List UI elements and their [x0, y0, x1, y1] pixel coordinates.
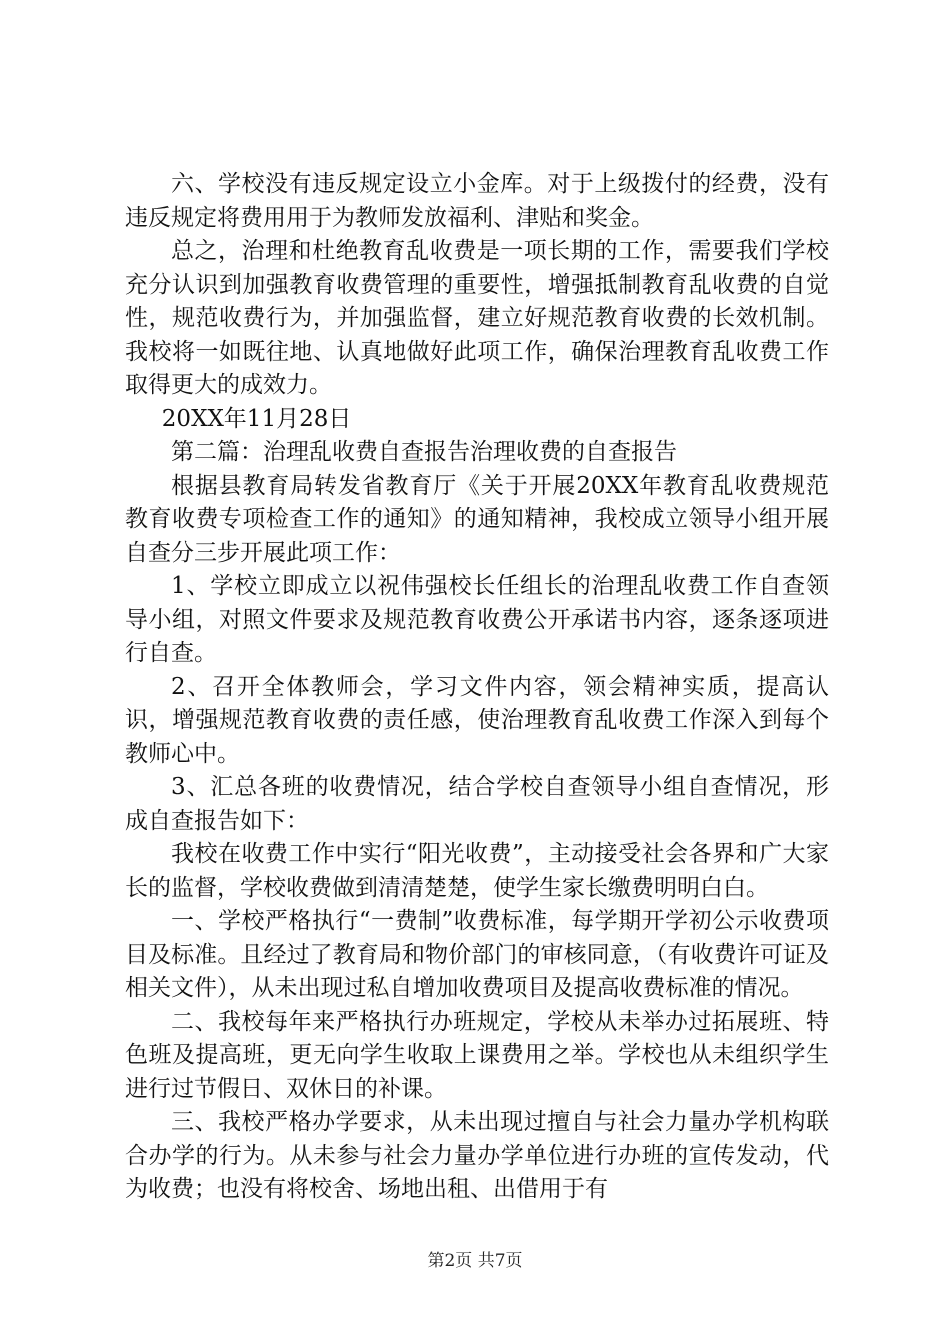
page-number: 第2页 共7页 [427, 1251, 523, 1271]
document-body [125, 168, 829, 1207]
paragraph-6: 六、学校没有违反规定设立小金库。对于上级拨付的经费，没有违反规定将费用用于为教师发放福利、津贴和奖金。 [125, 171, 829, 231]
paragraph-intro: 根据县教育局转发省教育厅《关于开展20XX年教育乱收费规范教育收费专项检查工作的通知》的通知精神，我校成立领导小组开展自查分三步开展此项工作： [125, 472, 829, 566]
paragraph-item-2: 二、我校每年来严格执行办班规定，学校从未举办过拓展班、特色班及提高班，更无向学生收取上课费用之举。学校也从未组织学生进行过节假日、双休日的补课。 [125, 1008, 829, 1102]
date-line: 20XX年11月28日 [161, 405, 352, 432]
paragraph-step-3: 3、汇总各班的收费情况，结合学校自查领导小组自查情况，形成自查报告如下： [125, 774, 829, 834]
paragraph-step-2: 2、召开全体教师会，学习文件内容，领会精神实质，提高认识，增强规范教育收费的责任感，使治理教育乱收费工作深入到每个教师心中。 [125, 673, 829, 767]
paragraph-item-3: 三、我校严格办学要求，从未出现过擅自与社会力量办学机构联合办学的行为。从未参与社会力量办学单位进行办班的宣传发动，代为收费；也没有将校舍、场地出租、出借用于有 [125, 1109, 829, 1202]
paragraph-sunshine: 我校在收费工作中实行“阳光收费”，主动接受社会各界和广大家长的监督，学校收费做到清清楚楚，使学生家长缴费明明白白。 [125, 841, 829, 901]
paragraph-step-1: 1、学校立即成立以祝伟强校长任组长的治理乱收费工作自查领导小组，对照文件要求及规范教育收费公开承诺书内容，逐条逐项进行自查。 [125, 573, 829, 666]
section-title: 第二篇：治理乱收费自查报告治理收费的自查报告 [171, 439, 677, 465]
paragraph-summary: 总之，治理和杜绝教育乱收费是一项长期的工作，需要我们学校充分认识到加强教育收费管理的重要性，增强抵制教育乱收费的自觉性，规范收费行为，并加强监督，建立好规范教育收费的长效机制。我校将一如既往地、认真地做好此项工作，确保治理教育乱收费工作取得更大的成效力。 [125, 238, 829, 398]
paragraph-item-1: 一、学校严格执行“一费制”收费标准，每学期开学初公示收费项目及标准。且经过了教育局和物价部门的审核同意，（有收费许可证及相关文件），从未出现过私自增加收费项目及提高收费标准的情况。 [125, 908, 829, 1001]
